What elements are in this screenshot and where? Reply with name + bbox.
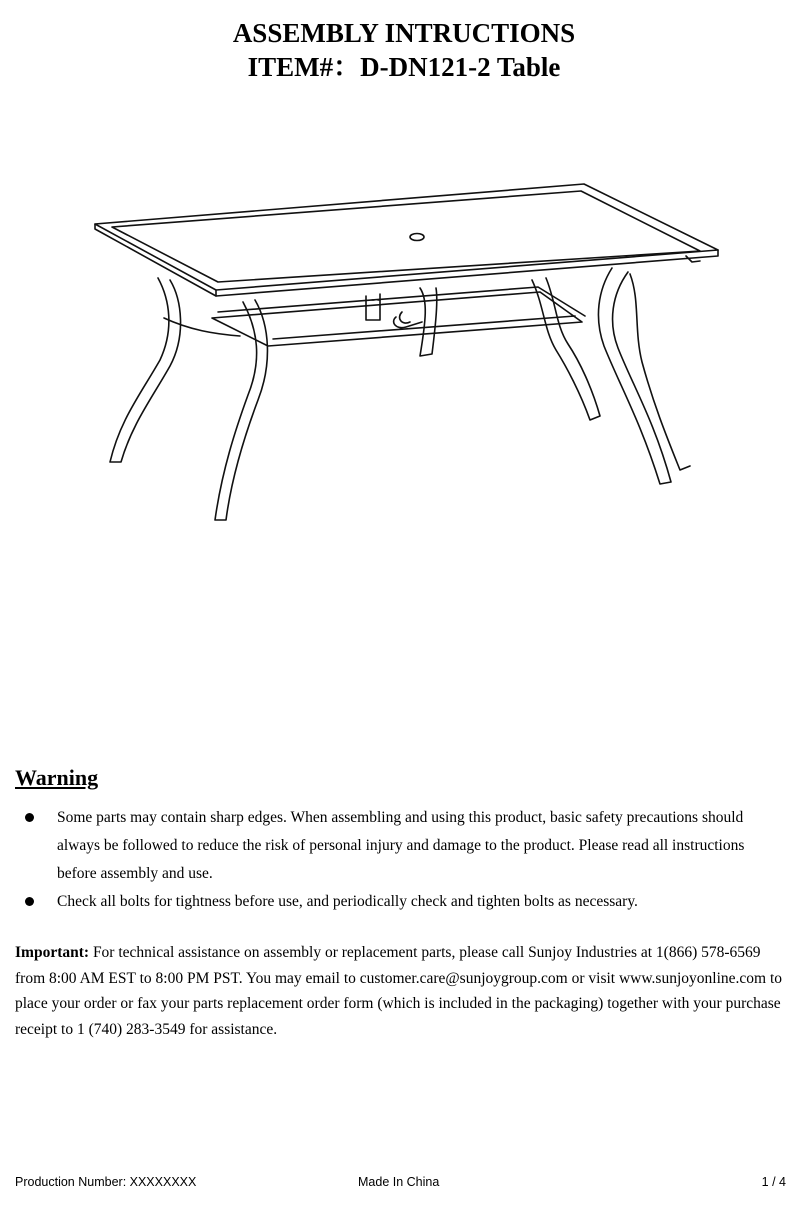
warning-text-sharp-edges: Some parts may contain sharp edges. When assembling and using this product, basic safety precautions should always be followed to reduce the risk of personal injury and damage to the product. Please read all instructions before assembly and use. bbox=[57, 809, 745, 882]
list-item bbox=[0, 804, 808, 888]
important-text: For technical assistance on assembly or replacement parts, please call Sunjoy Industries at 1(866) 578-6569 from 8:00 AM EST to 8:00 PM PST. You may email to customer.care@sunjoygroup.com or visit www.sunjoyonline.com to place your order or fax your parts replacement order form (which is included in the packaging) together with your purchase receipt to 1 (740) 283-3549 for assistance. bbox=[15, 944, 783, 1038]
item-number: ITEM#：D-DN121-2 Table bbox=[247, 52, 561, 82]
warning-heading: Warning bbox=[15, 765, 99, 790]
production-number: Production Number: XXXXXXXX bbox=[15, 1175, 197, 1189]
document-title: ASSEMBLY INTRUCTIONS bbox=[232, 18, 576, 48]
table-illustration bbox=[80, 170, 730, 540]
bullet-icon bbox=[25, 897, 34, 906]
warning-list bbox=[0, 804, 808, 916]
important-notice bbox=[15, 940, 785, 1042]
important-label: Important: bbox=[15, 944, 90, 961]
list-item bbox=[0, 888, 808, 916]
page-number: 1 / 4 bbox=[761, 1175, 786, 1189]
made-in-label: Made In China bbox=[358, 1175, 440, 1189]
bullet-icon bbox=[25, 813, 34, 822]
warning-text-bolts: Check all bolts for tightness before use, and periodically check and tighten bolts as necessary. bbox=[57, 893, 638, 910]
